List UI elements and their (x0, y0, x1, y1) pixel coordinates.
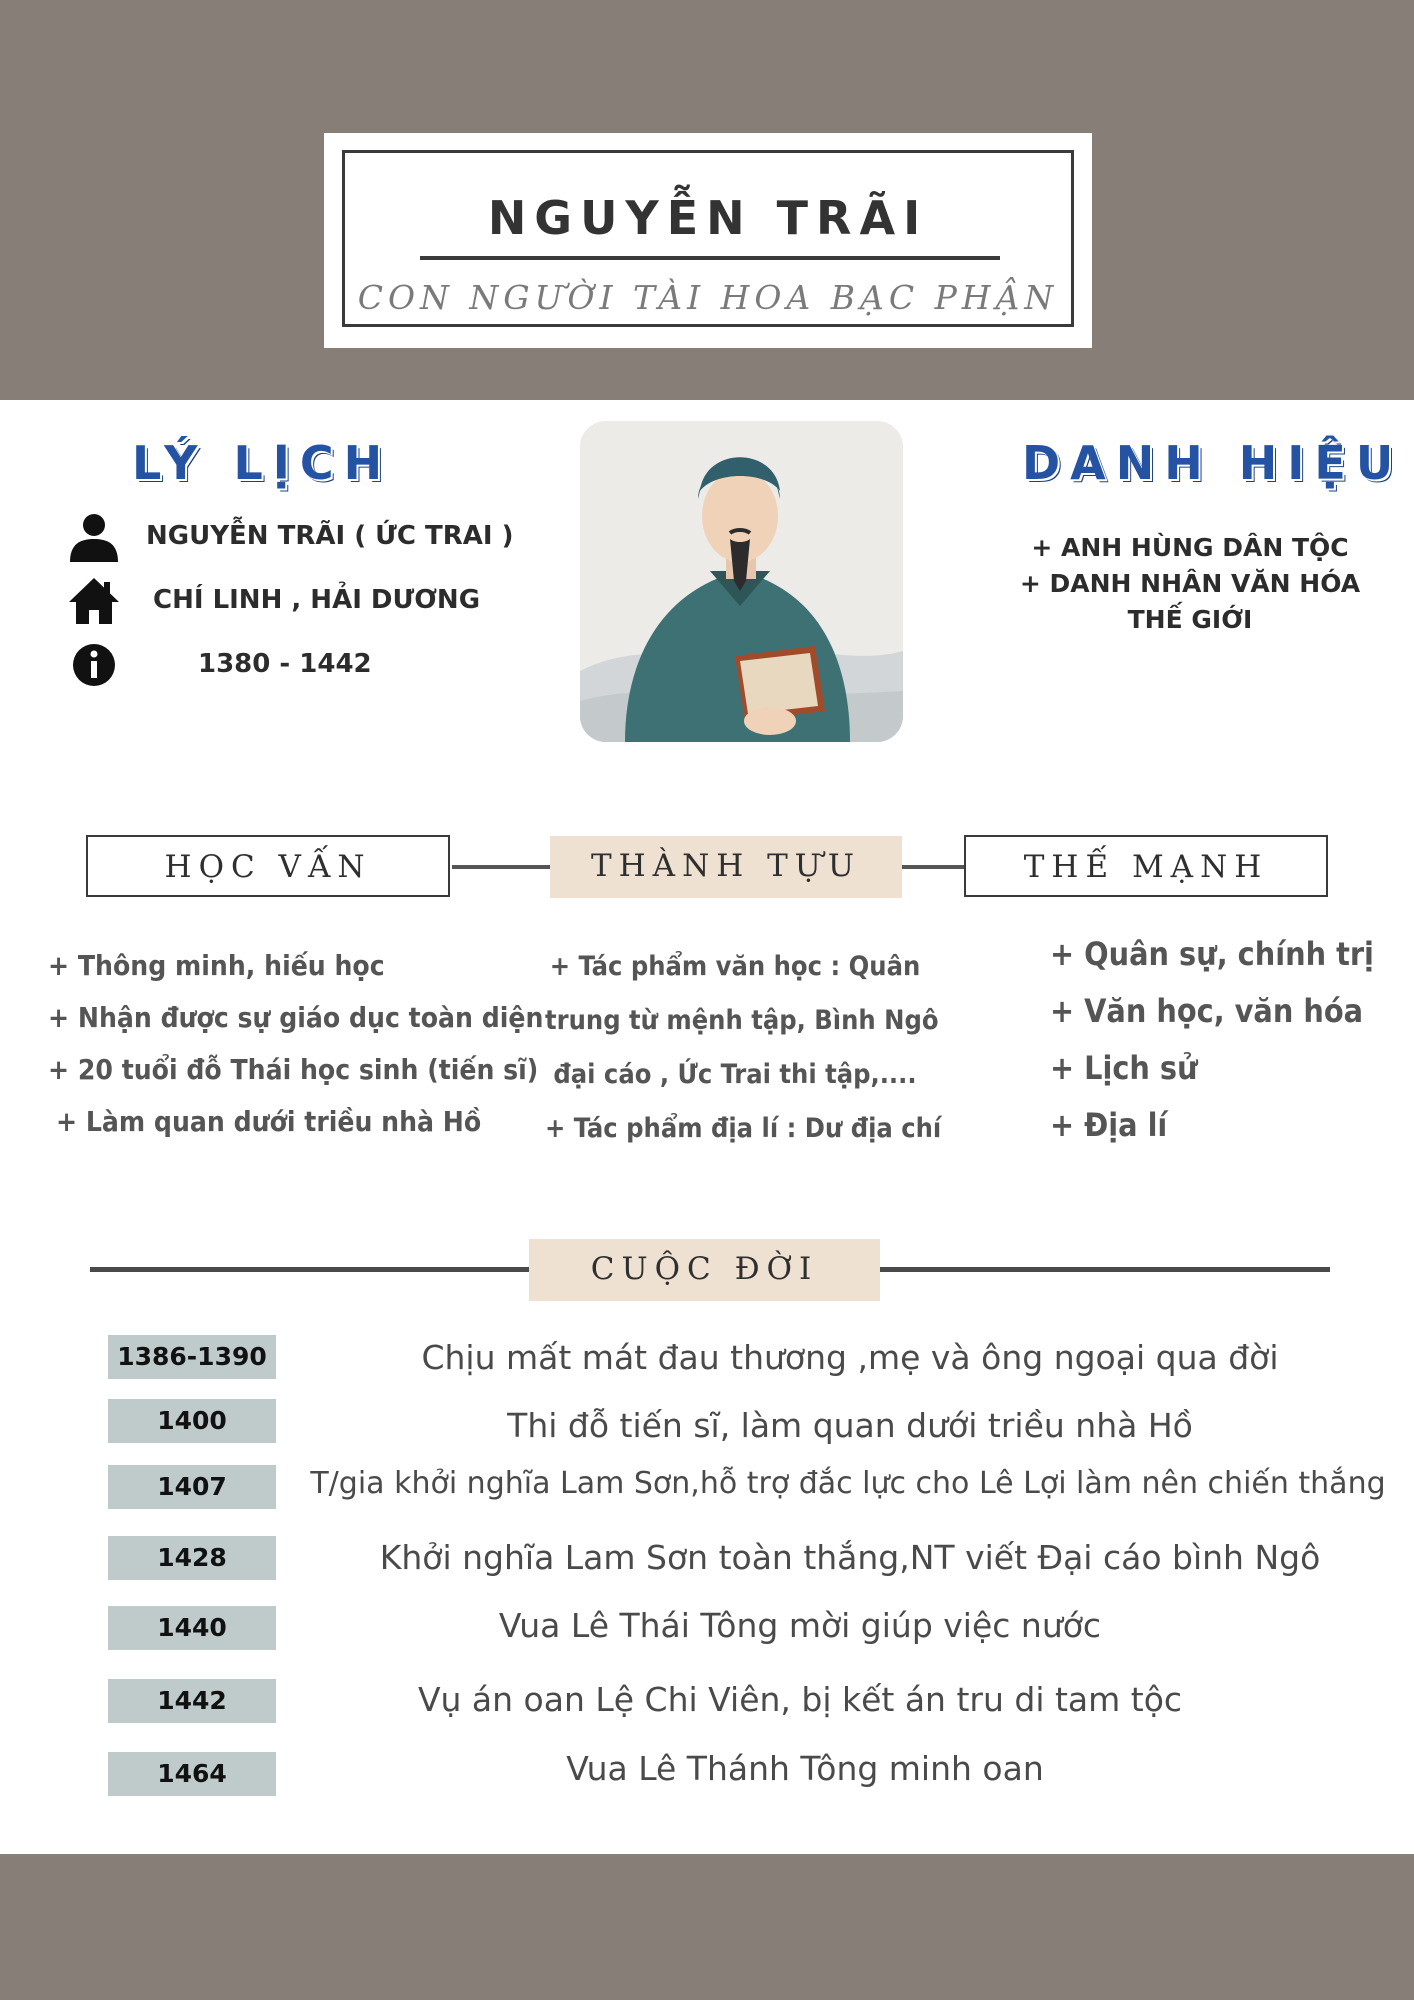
bio-hometown-row (60, 576, 520, 626)
timeline-event: Vua Lê Thái Tông mời giúp việc nước (498, 1606, 1102, 1645)
timeline-year: 1428 (108, 1536, 276, 1580)
timeline-event: Vụ án oan Lệ Chi Viên, bị kết án tru di tam tộc (417, 1680, 1183, 1719)
bio-years-row (60, 640, 520, 690)
tab-strengths: THẾ MẠNH (964, 835, 1328, 897)
bio-years: 1380 - 1442 (198, 649, 372, 679)
education-list (48, 940, 543, 1148)
title-card (324, 133, 1092, 348)
strength-item: + Văn học, văn hóa (1050, 992, 1364, 1030)
timeline-year: 1400 (108, 1399, 276, 1443)
strength-item: + Địa lí (1050, 1106, 1168, 1144)
strength-item: + Quân sự, chính trị (1050, 935, 1374, 973)
strength-item: + Lịch sử (1050, 1049, 1198, 1087)
bio-name: NGUYỄN TRÃI ( ỨC TRAI ) (146, 521, 514, 551)
life-heading: CUỘC ĐỜI (529, 1239, 880, 1301)
timeline-event: Thi đỗ tiến sĩ, làm quan dưới triều nhà Hồ (507, 1406, 1193, 1445)
info-icon (66, 640, 122, 690)
page-subtitle: CON NGƯỜI TÀI HOA BẠC PHẬN (357, 278, 1059, 317)
tab-connector-right (902, 865, 964, 869)
education-item: + Làm quan dưới triều nhà Hồ (56, 1105, 482, 1138)
timeline-event: Chịu mất mát đau thương ,mẹ và ông ngoại qua đời (421, 1338, 1279, 1377)
timeline-event: T/gia khởi nghĩa Lam Sơn,hỗ trợ đắc lực cho Lê Lợi làm nên chiến thắng (310, 1466, 1386, 1501)
achievement-item: trung từ mệnh tập, Bình Ngô (545, 1005, 939, 1036)
portrait-image (580, 421, 903, 742)
life-divider-left (90, 1267, 530, 1272)
title-divider (420, 256, 1000, 260)
achievement-item: + Tác phẩm địa lí : Dư địa chí (545, 1113, 942, 1144)
page-title: NGUYỄN TRÃI (487, 191, 929, 245)
honor-item: THẾ GIỚI (1127, 605, 1253, 634)
tab-achievements: THÀNH TỰU (550, 836, 902, 898)
person-icon (66, 512, 122, 562)
bio-heading: LÝ LỊCH (132, 436, 393, 490)
timeline-event: Vua Lê Thánh Tông minh oan (566, 1749, 1044, 1788)
tab-education: HỌC VẤN (86, 835, 450, 897)
strengths-list (1050, 926, 1374, 1154)
bottom-band (0, 1854, 1414, 2000)
timeline-year: 1442 (108, 1679, 276, 1723)
home-icon (66, 576, 122, 626)
honors-list (1010, 530, 1370, 638)
tab-connector-left (452, 865, 552, 869)
achievement-item: đại cáo , Ức Trai thi tập,.... (553, 1059, 917, 1090)
honor-item: + ANH HÙNG DÂN TỘC (1031, 533, 1349, 562)
honors-heading: DANH HIỆU (1022, 436, 1404, 490)
honor-item: + DANH NHÂN VĂN HÓA (1019, 569, 1361, 598)
timeline-year: 1464 (108, 1752, 276, 1796)
education-item: + Nhận được sự giáo dục toàn diện (48, 1001, 544, 1034)
timeline-year: 1386-1390 (108, 1335, 276, 1379)
bio-name-row (60, 512, 520, 562)
life-divider-right (880, 1267, 1330, 1272)
timeline-year: 1440 (108, 1606, 276, 1650)
bio-hometown: CHÍ LINH , HẢI DƯƠNG (153, 585, 481, 615)
timeline-year: 1407 (108, 1465, 276, 1509)
education-item: + Thông minh, hiếu học (48, 949, 385, 982)
title-frame (342, 150, 1074, 327)
timeline-event: Khởi nghĩa Lam Sơn toàn thắng,NT viết Đại cáo bình Ngô (379, 1538, 1321, 1577)
achievement-item: + Tác phẩm văn học : Quân (549, 951, 921, 982)
education-item: + 20 tuổi đỗ Thái học sinh (tiến sĩ) (48, 1053, 539, 1086)
achievements-list (545, 940, 942, 1156)
